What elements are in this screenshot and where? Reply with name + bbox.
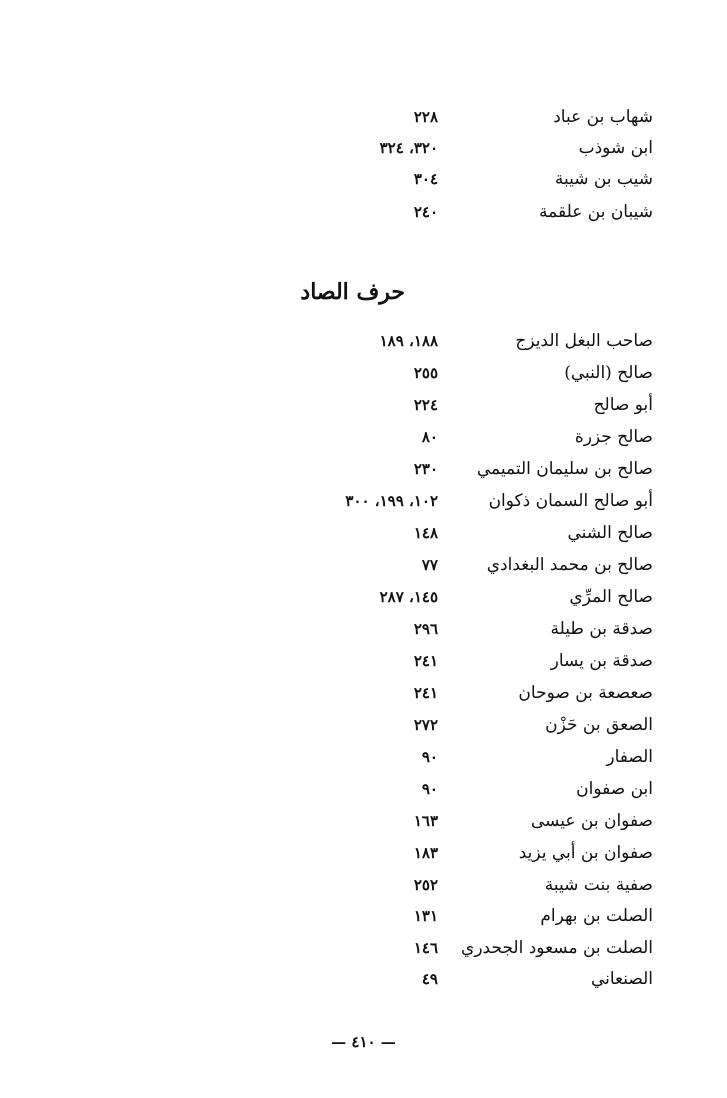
index-entry [0,614,727,644]
entry-name: الصلت بن بهرام [540,906,653,926]
entry-name: ابن شوذب [578,138,653,158]
entry-name: صالح جزرة [574,427,653,447]
entry-name: شهاب بن عباد [553,107,653,127]
entry-pages: ٣٠٤ [413,170,438,188]
index-entry [0,964,727,994]
entry-name: شيبان بن علقمة [539,202,653,222]
entry-pages: ١٣١ [413,907,438,925]
index-entry [0,901,727,931]
section-heading: حرف الصاد [300,279,405,305]
index-entry [0,326,727,356]
index-entry [0,646,727,676]
entry-pages: ٢٧٢ [413,716,438,734]
index-entry [0,678,727,708]
index-entry [0,133,727,163]
index-entry [0,806,727,836]
index-entry [0,742,727,772]
index-entry [0,710,727,740]
page-number: — ٤١٠ — [331,1033,396,1051]
index-entry [0,422,727,452]
entry-name: صالح المرِّي [569,587,653,607]
entry-name: صعصعة بن صوحان [518,683,653,703]
index-entry [0,774,727,804]
entry-name: شيب بن شيبة [554,169,653,189]
entry-name: صالح (النبي) [564,363,653,383]
entry-pages: ٢٢٤ [413,396,438,414]
entry-pages: ١٠٢، ١٩٩، ٣٠٠ [345,492,438,510]
index-entry [0,454,727,484]
entry-pages: ٢٤١ [413,684,438,702]
entry-pages: ١٤٦ [413,939,438,957]
entry-name: صفوان بن عيسى [530,811,653,831]
index-entry [0,486,727,516]
entry-name: الصلت بن مسعود الجحدري [461,938,653,958]
entry-pages: ٢٥٢ [413,876,438,894]
entry-pages: ٨٠ [421,428,438,446]
entry-name: أبو صالح [593,395,653,415]
index-entry [0,197,727,227]
index-entry [0,933,727,963]
entry-name: الصعق بن حَزْن [545,715,653,735]
entry-name: الصفار [606,747,653,767]
entry-name: صاحب البغل الديزج [515,331,653,351]
index-entry [0,390,727,420]
entry-pages: ١٤٥، ٢٨٧ [379,588,438,606]
entry-name: صدقة بن يسار [550,651,653,671]
entry-pages: ١٨٣ [413,844,438,862]
entry-name: الصنعاني [590,969,653,989]
entry-pages: ٣٢٠، ٣٢٤ [379,139,438,157]
index-entry [0,358,727,388]
index-entry [0,164,727,194]
entry-pages: ٤٩ [421,970,438,988]
entry-pages: ٢٣٠ [413,460,438,478]
index-entry [0,518,727,548]
entry-pages: ٢٢٨ [413,108,438,126]
entry-pages: ١٦٣ [413,812,438,830]
entry-name: صالح بن سليمان التميمي [476,459,653,479]
index-entry [0,582,727,612]
entry-name: صالح الشني [567,523,653,543]
entry-pages: ١٨٨، ١٨٩ [379,332,438,350]
entry-pages: ٩٠ [421,748,438,766]
entry-name: ابن صفوان [576,779,653,799]
entry-name: صدقة بن طيلة [550,619,653,639]
entry-name: صفوان بن أبي يزيد [518,843,653,863]
entry-pages: ٢٩٦ [413,620,438,638]
index-entry [0,102,727,132]
entry-pages: ٢٤٠ [413,203,438,221]
entry-name: صالح بن محمد البغدادي [486,555,653,575]
entry-pages: ٢٤١ [413,652,438,670]
entry-name: صفية بنت شيبة [544,875,653,895]
entry-pages: ١٤٨ [413,524,438,542]
entry-pages: ٧٧ [421,556,438,574]
entry-name: أبو صالح السمان ذكوان [488,491,653,511]
index-entry [0,550,727,580]
entry-pages: ٩٠ [421,780,438,798]
index-entry [0,870,727,900]
index-entry [0,838,727,868]
entry-pages: ٢٥٥ [413,364,438,382]
